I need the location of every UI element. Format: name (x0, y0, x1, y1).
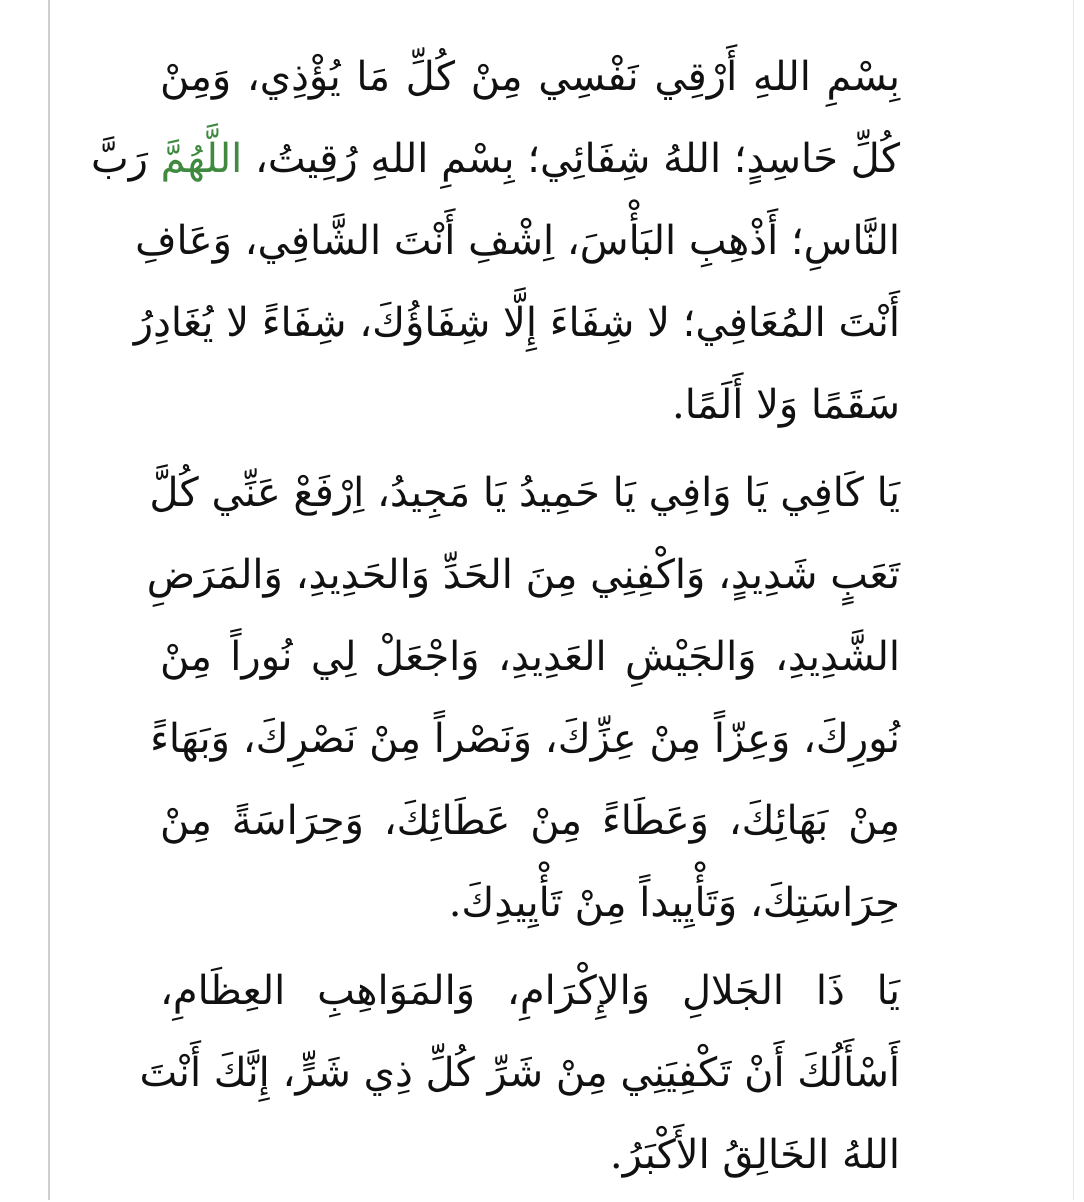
dua-document (90, 36, 900, 1202)
text-line: الشَّدِيدِ، وَالجَيْشِ العَدِيدِ، وَاجْعَلْ لِي نُوراً مِنْ (160, 634, 900, 680)
text-line: تَعَبٍ شَدِيدٍ، وَاكْفِنِي مِنَ الحَدِّ وَالحَدِيدِ، وَالمَرَضِ (146, 552, 900, 598)
text-line (90, 118, 900, 200)
text-segment: رَبَّ (90, 136, 161, 182)
highlighted-word: اللَّهُمَّ (160, 136, 243, 182)
text-line: النَّاسِ؛ أَذْهِبِ البَأْسَ، اِشْفِ أَنْتَ الشَّافِي، وَعَافِ (135, 218, 900, 264)
text-line: أَنْتَ المُعَافِي؛ لا شِفَاءَ إِلَّا شِفَاؤُكَ، شِفَاءً لا يُغَادِرُ (133, 300, 900, 346)
paragraph-dhal-jalal (139, 950, 900, 1196)
left-margin-rule (48, 0, 50, 1200)
text-line: مِنْ بَهَائِكَ، وَعَطَاءً مِنْ عَطَائِكَ، وَحِرَاسَةً مِنْ (160, 798, 900, 844)
text-line: اللهُ الخَالِقُ الأَكْبَرُ. (609, 1132, 900, 1178)
text-line: بِسْمِ اللهِ أَرْقِي نَفْسِي مِنْ كُلِّ مَا يُؤْذِي، وَمِنْ (160, 54, 900, 100)
text-line: أَسْأَلُكَ أَنْ تَكْفِيَنِي مِنْ شَرِّ كُلِّ ذِي شَرٍّ، إِنَّكَ أَنْتَ (139, 1050, 900, 1096)
paragraph-ruqyah (90, 36, 900, 446)
text-line: نُورِكَ، وَعِزّاً مِنْ عِزِّكَ، وَنَصْراً مِنْ نَصْرِكَ، وَبَهَاءً (150, 716, 900, 762)
text-line: يَا كَافِي يَا وَافِي يَا حَمِيدُ يَا مَجِيدُ، اِرْفَعْ عَنِّي كُلَّ (149, 470, 900, 516)
text-line: حِرَاسَتِكَ، وَتَأْيِيداً مِنْ تَأْيِيدِكَ. (448, 880, 900, 926)
text-line: سَقَمًا وَلا أَلَمًا. (672, 382, 900, 428)
paragraph-ya-kafi (146, 452, 900, 944)
text-segment: كُلِّ حَاسِدٍ؛ اللهُ شِفَائِي؛ بِسْمِ اللهِ رُقِيتُ، (242, 136, 900, 182)
text-line: يَا ذَا الجَلالِ وَالإِكْرَامِ، وَالمَوَاهِبِ العِظَامِ، (160, 968, 900, 1014)
right-margin-rule (1073, 0, 1074, 1200)
